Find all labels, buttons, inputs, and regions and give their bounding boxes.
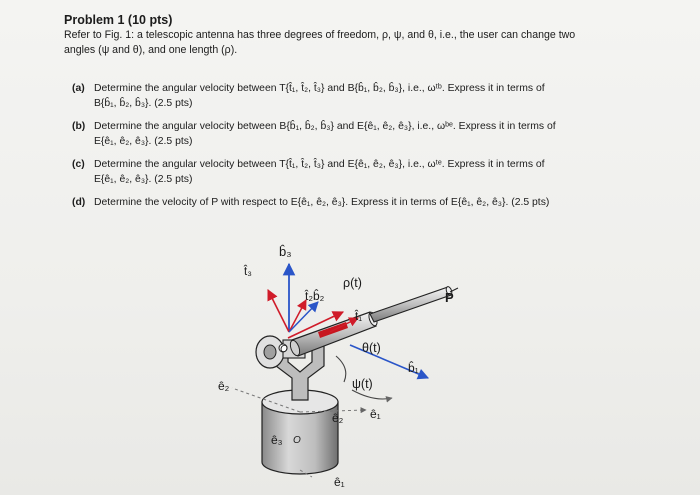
psi-arc	[352, 390, 392, 399]
problem-title: Problem 1 (10 pts)	[64, 13, 173, 27]
label-psi: ψ(t)	[352, 377, 373, 391]
label-O-top: O	[280, 344, 288, 355]
label-e2-mid: ê₂	[332, 411, 344, 425]
theta-arc	[336, 356, 346, 382]
question-b-label: (b)	[72, 121, 86, 132]
t3-axis-arrow	[268, 290, 289, 332]
label-t3: t̂₃	[244, 266, 252, 278]
telescopic-tube-inner	[370, 286, 453, 322]
intro-line-2: angles (ψ and θ), and one length (ρ).	[64, 43, 238, 56]
label-theta: θ(t)	[362, 341, 381, 355]
question-a-line-1: Determine the angular velocity between T{t̂₁, t̂₂, t̂₃} and B{b̂₁, b̂₂, b̂₃}, i.e., ωᵗᵇ. Express it in terms of	[94, 83, 545, 94]
label-b3: b̂₃	[279, 244, 292, 259]
label-e1-mid: ê₁	[370, 407, 381, 421]
label-e3: ê₃	[271, 433, 283, 447]
intro-line-1: Refer to Fig. 1: a telescopic antenna has three degrees of freedom, ρ, ψ, and θ, i.e., the user can change two	[64, 29, 576, 41]
base-cylinder	[262, 390, 338, 474]
question-c-line-1: Determine the angular velocity between T{t̂₁, t̂₂, t̂₃} and E{ê₁, ê₂, ê₃}, i.e., ωᵗᵉ. Express it in terms of	[94, 159, 545, 170]
label-rho: ρ(t)	[343, 276, 362, 290]
question-c-label: (c)	[72, 159, 85, 170]
question-a-label: (a)	[72, 83, 85, 94]
label-O-base: O	[293, 435, 301, 446]
question-b-line-1: Determine the angular velocity between B{b̂₁, b̂₂, b̂₃} and E{ê₁, ê₂, ê₃}, i.e., ωᵇᵉ. Express it in terms of	[94, 121, 556, 132]
label-t2b2: t̂₂b̂₂	[305, 289, 325, 303]
question-a-line-2: B{b̂₁, b̂₂, b̂₃}. (2.5 pts)	[94, 97, 193, 109]
question-d-label: (d)	[72, 197, 86, 208]
label-b1: b̂₁	[408, 361, 419, 375]
label-e2-left: ê₂	[218, 379, 230, 393]
label-P: P	[445, 290, 454, 305]
label-t1: t̂₁	[355, 311, 363, 323]
question-d-line-1: Determine the velocity of P with respect to E{ê₁, ê₂, ê₃}. Express it in terms of E{ê₁, ê₂, ê₃}. (2.5 pts)	[94, 197, 550, 208]
label-e1-bottom: ê₁	[334, 475, 345, 489]
b2-axis-arrow	[289, 302, 318, 332]
question-b-line-2: E{ê₁, ê₂, ê₃}. (2.5 pts)	[94, 135, 193, 147]
question-c-line-2: E{ê₁, ê₂, ê₃}. (2.5 pts)	[94, 173, 193, 185]
